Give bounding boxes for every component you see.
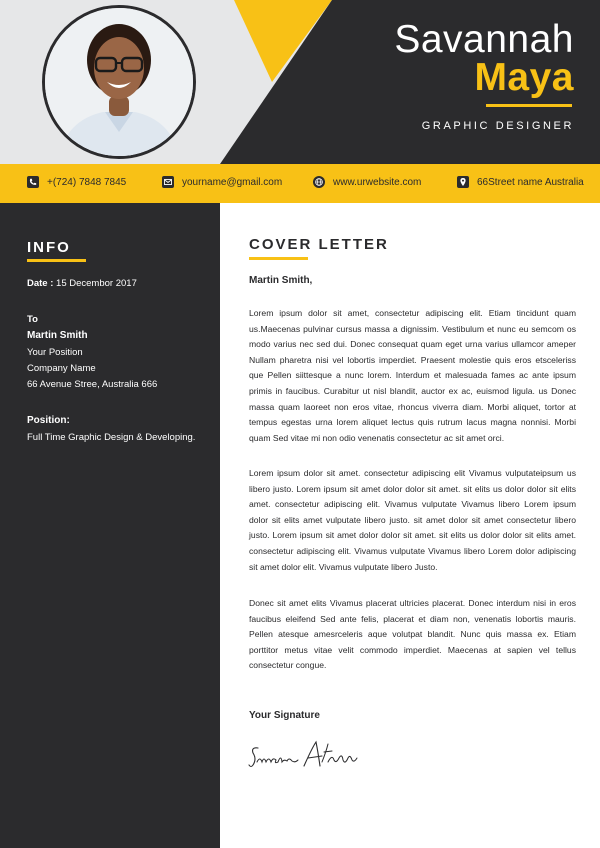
location-pin-icon <box>457 176 469 188</box>
date-value: 15 Decembor 2017 <box>56 278 137 289</box>
mail-icon <box>162 176 174 188</box>
cover-letter-heading: COVER LETTER <box>249 236 389 253</box>
contact-website <box>313 176 421 188</box>
contact-email <box>162 176 282 188</box>
salutation: Martin Smith, <box>249 275 313 286</box>
address-text: 66Street name Australia <box>477 176 584 188</box>
recipient-company: Company Name <box>27 363 96 374</box>
contact-phone <box>27 176 126 188</box>
name-underline <box>486 104 572 107</box>
contact-address <box>457 176 584 188</box>
signature-label: Your Signature <box>249 710 320 721</box>
profile-photo <box>42 5 196 159</box>
letter-paragraph-3: Donec sit amet elits Vivamus placerat ultricies placerat. Donec interdum nisi in eros faucibus eleifend Sed ante felis, placerat et diam non, venenatis lobortis mauris. Pellen atesque amesrceleris aque volutpat blandit. Nunc quis massa ex. Etiam porttitor metus vitae velit commodo imperdiet. Maecenas at sapien vel tellus consectetur congue. <box>249 598 576 671</box>
recipient-address: 66 Avenue Stree, Australia 666 <box>27 379 158 390</box>
globe-icon <box>313 176 325 188</box>
website-text[interactable]: www.urwebsite.com <box>333 176 422 188</box>
to-label: To <box>27 314 38 325</box>
email-text[interactable]: yourname@gmail.com <box>182 176 283 188</box>
position-label: Position: <box>27 415 70 426</box>
info-underline <box>27 259 86 262</box>
header <box>0 0 600 164</box>
last-name: Maya <box>474 56 574 99</box>
handwritten-signature <box>248 738 360 776</box>
recipient-name: Martin Smith <box>27 330 88 341</box>
first-name: Savannah <box>394 18 574 61</box>
info-heading: INFO <box>27 239 71 256</box>
position-value: Full Time Graphic Design & Developing. <box>27 432 196 443</box>
sidebar <box>0 203 220 848</box>
date-label: Date : <box>27 278 54 289</box>
letter-paragraph-2: Lorem ipsum dolor sit amet. consectetur adipiscing elit Vivamus vulputateipsum us libero justo. Lorem ipsum sit amet dolor dolor sit amet. sit elits us dolor dolor sit elits amet. consectetur adipiscing elit. Vivamus vulputate Vivamus libero Lorem ipsum dolor sit elits amet vulputate libero justo. sit amet dolor sit amet consectetur libero justo. Lorem ipsum sit amet dolor dolor sit amet. sit elits us dolor dolor sit elits amet. consectetur adipiscing elit. Vivamus vulputate Vivamus libero Lorem dolor adipiscing sit amet dolor elit. Vivamus vulputate libero Justo. <box>249 468 576 572</box>
contact-bar <box>0 164 600 203</box>
phone-text[interactable]: +(724) 7848 7845 <box>47 176 127 188</box>
recipient-position: Your Position <box>27 347 83 358</box>
cover-letter-underline <box>249 257 308 260</box>
date-line <box>27 276 137 292</box>
letter-paragraph-1: Lorem ipsum dolor sit amet, consectetur adipiscing elit. Etiam tincidunt quam us.Maecenas pulvinar cursus massa a dignissim. Vestibulum et nunc eu semcom os modo varius nec sed dui. Donec consequat quam eget urna varius ullamcor ameper Nullam pharetra nisi vel lobortis imperdiet. Praesent molestie quis eros etsceleriss que Pellen siittesque a nunc lorem. Interdum et malesuada fames ac ante ipsum primis in faucibus. Curabitur ut nisl blandit, auctor ex ac, euismod ligula. us Donec massa quam laoreet non eros vitae, rhoncus viverra diam. Morbi aliquet, tortor at tempus egestas urna lorem aliquet lectus quis rutrum lacus magna nonnisi. Morbi quam Sed vitae mi non odio venenatis consectetur ac sit amet orci. <box>249 308 576 443</box>
phone-icon <box>27 176 39 188</box>
avatar-illustration <box>45 8 193 156</box>
job-title: GRAPHIC DESIGNER <box>421 120 574 132</box>
